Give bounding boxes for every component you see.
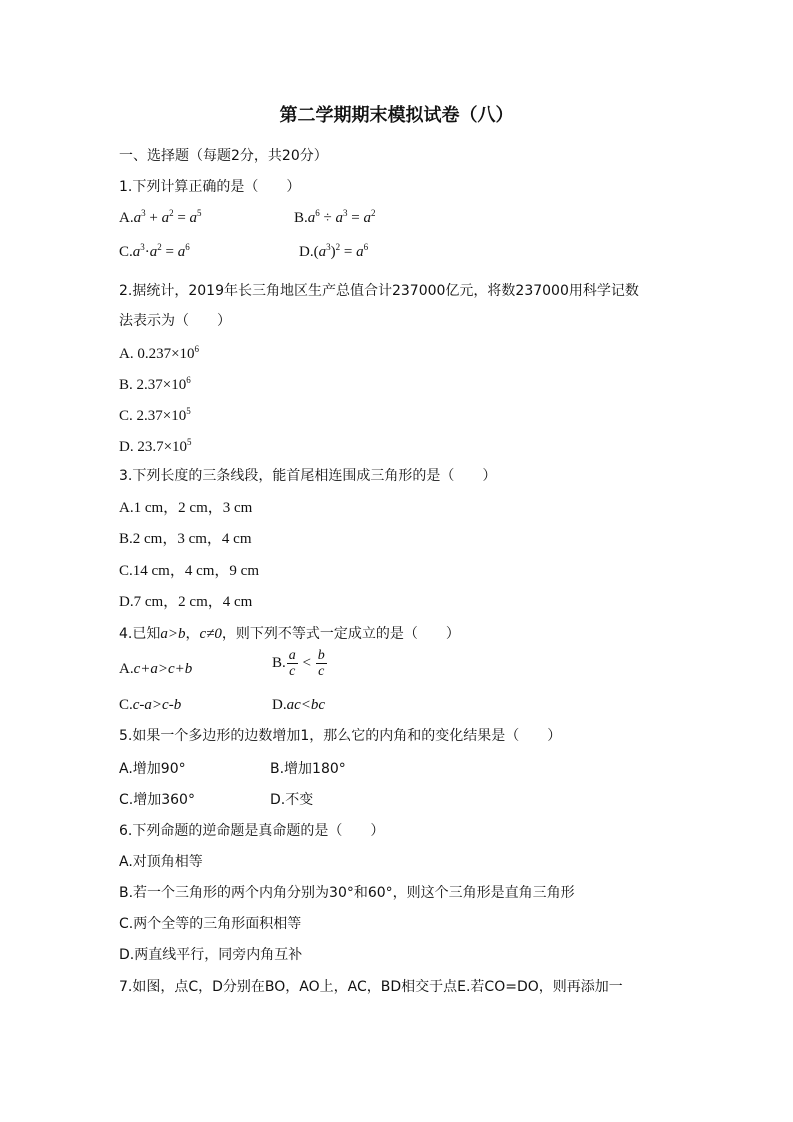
q1-option-d[interactable]: $D.(a^3)^2 = a^6$ — [299, 242, 369, 260]
q1-option-c[interactable]: $C.a^3\cdot a^2 = a^6$ — [119, 242, 190, 260]
q3-stem: 3.下列长度的三条线段，能首尾相连围成三角形的是（ ） — [119, 468, 497, 484]
q2-option-a[interactable]: A. $0.237\times 10^6$ — [119, 344, 200, 362]
q2-stem-line2: 法表示为（ ） — [119, 313, 231, 329]
q5-option-c[interactable]: C.增加360° — [119, 792, 195, 808]
q5-option-d[interactable]: D.不变 — [270, 792, 314, 808]
q6-option-a[interactable]: A.对顶角相等 — [119, 854, 203, 870]
q6-option-c[interactable]: C.两个全等的三角形面积相等 — [119, 916, 302, 932]
q2-option-c[interactable]: C. $2.37\times 10^5$ — [119, 406, 191, 424]
q5-stem: 5.如果一个多边形的边数增加1，那么它的内角和的变化结果是（ ） — [119, 728, 562, 744]
q7-stem-line1: 7.如图，点C，D分别在BO，AO上，AC，BD相交于点E.若CO=DO，则再添加一 — [119, 979, 623, 995]
q1-stem: 1.下列计算正确的是（ ） — [119, 179, 301, 195]
q2-option-d[interactable]: D. $23.7\times 10^5$ — [119, 437, 192, 455]
q1-option-b[interactable]: $B.a^6 \div a^3 = a^2$ — [294, 208, 376, 226]
fraction-b-over-c: $\frac{b}{c}$ — [317, 648, 325, 679]
q5-option-b[interactable]: B.增加180° — [270, 761, 346, 777]
q6-stem: 6.下列命题的逆命题是真命题的是（ ） — [119, 823, 385, 839]
q6-option-d[interactable]: D.两直线平行，同旁内角互补 — [119, 947, 303, 963]
q4-option-a[interactable]: A.c+a>c+b — [119, 661, 193, 677]
q2-option-b[interactable]: B. $2.37\times 10^6$ — [119, 375, 191, 393]
q1-option-a[interactable]: $A.a^3 + a^2 = a^5$ — [119, 208, 202, 226]
q4-option-d[interactable]: D.ac<bc — [272, 697, 326, 713]
q6-option-b[interactable]: B.若一个三角形的两个内角分别为30°和60°，则这个三角形是直角三角形 — [119, 885, 575, 901]
q3-option-a[interactable]: A.1 cm，2 cm，3 cm — [119, 500, 253, 516]
q4-option-b[interactable]: B. $\frac{a}{c}$ < $\frac{b}{c}$ — [272, 648, 325, 679]
q4-option-c[interactable]: C.c-a>c-b — [119, 697, 182, 713]
q5-option-a[interactable]: A.增加90° — [119, 761, 186, 777]
q3-option-d[interactable]: D.7 cm，2 cm，4 cm — [119, 594, 253, 610]
q3-option-c[interactable]: C.14 cm，4 cm，9 cm — [119, 563, 259, 579]
fraction-a-over-c: $\frac{a}{c}$ — [288, 648, 296, 679]
q4-stem: 4.已知a>b，c≠0，则下列不等式一定成立的是（ ） — [119, 626, 460, 642]
page-title: 第二学期期末模拟试卷（八） — [279, 105, 514, 126]
q2-stem-line1: 2.据统计，2019年长三角地区生产总值合计237000亿元，将数237000用科学记数 — [119, 283, 639, 299]
q3-option-b[interactable]: B.2 cm，3 cm，4 cm — [119, 531, 252, 547]
section-heading: 一、选择题（每题2分，共20分） — [119, 148, 328, 164]
